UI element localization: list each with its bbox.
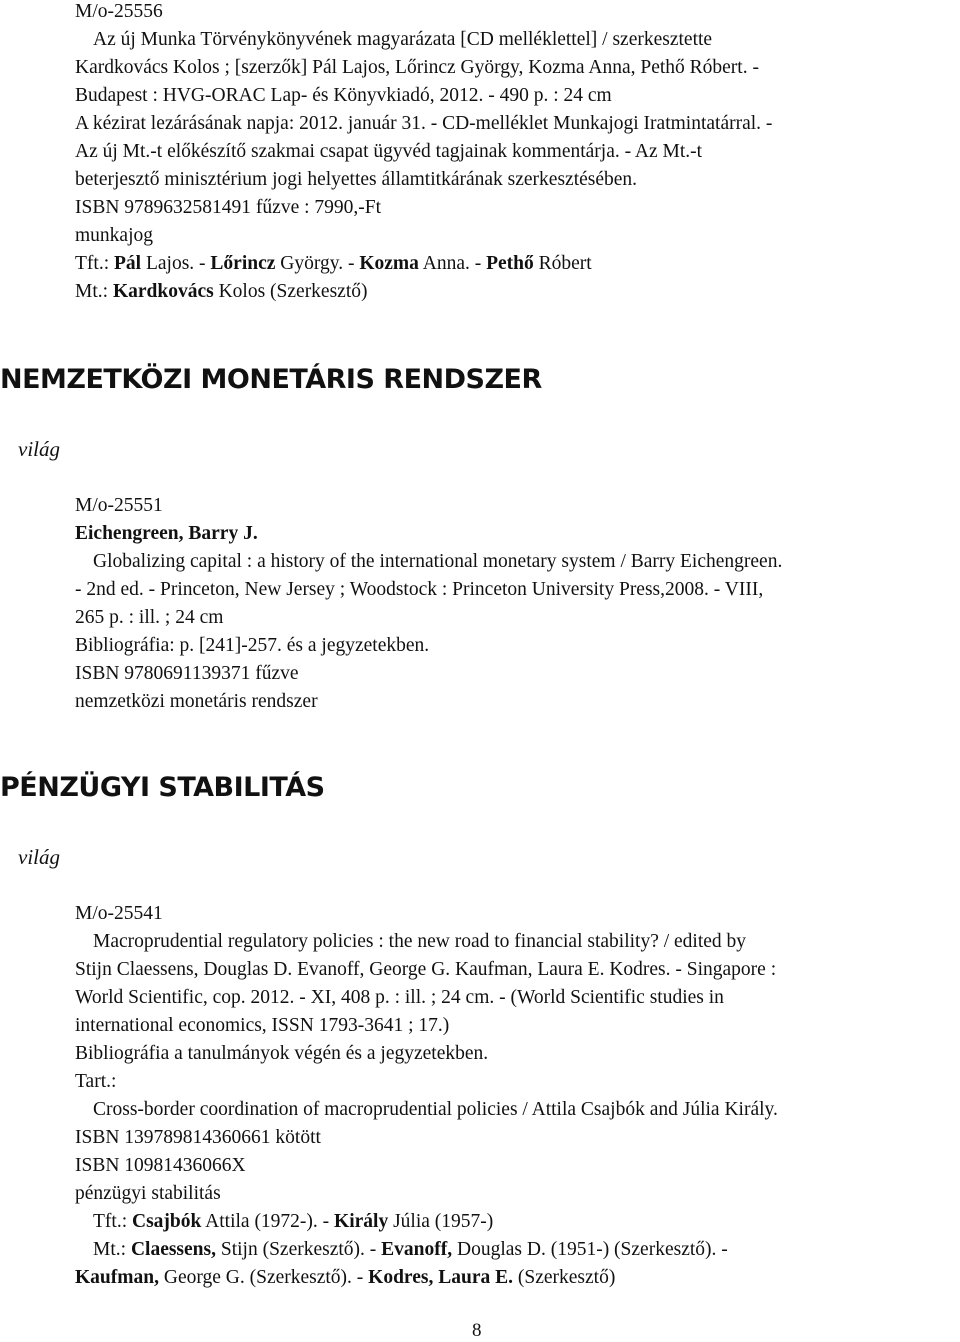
section-subheading: világ [18, 437, 60, 461]
record-id: M/o-25551 [75, 495, 163, 516]
author-surname: Pethő [486, 253, 534, 274]
author-surname: Pál [114, 253, 142, 274]
author-surname: Kozma [359, 253, 419, 274]
editor-surname: Claessens, [130, 1239, 216, 1260]
record-mt-line-continued [75, 1266, 615, 1290]
page-number: 8 [472, 1320, 482, 1341]
record-description-line: Az új Munka Törvénykönyvének magyarázata [CD melléklettel] / szerkesztette [93, 29, 713, 50]
record-contents-label: Tart.: [75, 1071, 117, 1092]
section-subheading: világ [18, 845, 60, 869]
editor-rest: Kolos (Szerkesztő) [213, 281, 368, 302]
editor-surname: Kardkovács [112, 281, 214, 302]
record-description-line: Budapest : HVG-ORAC Lap- és Könyvkiadó, 2012. - 490 p. : 24 cm [75, 85, 612, 106]
section-heading: NEMZETKÖZI MONETÁRIS RENDSZER [0, 364, 542, 395]
editor-rest: (Szerkesztő) [513, 1267, 616, 1288]
record-note: Bibliográfia: p. [241]-257. és a jegyzetekben. [75, 635, 430, 656]
record-id: M/o-25541 [75, 903, 163, 924]
editor-rest: George G. (Szerkesztő). - [158, 1267, 369, 1288]
author-rest: Lajos. - [141, 253, 211, 274]
record-mt-line [75, 280, 368, 304]
author-surname: Csajbók [132, 1211, 202, 1232]
record-description-line: international economics, ISSN 1793-3641 ; 17.) [75, 1015, 450, 1036]
tft-prefix: Tft.: [93, 1211, 128, 1232]
record-contents: Cross-border coordination of macroprudential policies / Attila Csajbók and Júlia Király. [93, 1099, 778, 1120]
record-description-line: Az új Mt.-t előkészítő szakmai csapat ügyvéd tagjainak kommentárja. - Az Mt.-t [75, 141, 703, 162]
record-description-line: Kardkovács Kolos ; [szerzők] Pál Lajos, Lőrincz György, Kozma Anna, Pethő Róbert. - [75, 57, 759, 78]
record-description-line: Globalizing capital : a history of the international monetary system / Barry Eichengreen. [93, 551, 783, 572]
record-description-line: - 2nd ed. - Princeton, New Jersey ; Woodstock : Princeton University Press,2008. - VIII, [75, 579, 764, 600]
record-author: Eichengreen, Barry J. [75, 523, 258, 544]
section-heading: PÉNZÜGYI STABILITÁS [0, 772, 325, 803]
record-description-line: Macroprudential regulatory policies : the new road to financial stability? / edited by [93, 931, 747, 952]
editor-surname: Kaufman, [75, 1267, 159, 1288]
editor-rest: Douglas D. (1951-) (Szerkesztő). - [452, 1239, 728, 1260]
editor-surname: Evanoff, [381, 1239, 453, 1260]
record-id: M/o-25556 [75, 1, 163, 22]
record-tft-line [75, 252, 592, 276]
author-rest: György. - [275, 253, 360, 274]
editor-rest: Stijn (Szerkesztő). - [215, 1239, 382, 1260]
record-isbn: ISBN 10981436066X [75, 1155, 246, 1176]
record-description-line: Stijn Claessens, Douglas D. Evanoff, George G. Kaufman, Laura E. Kodres. - Singapore : [75, 959, 777, 980]
author-surname: Lőrincz [210, 253, 276, 274]
record-description-line: A kézirat lezárásának napja: 2012. január 31. - CD-melléklet Munkajogi Iratmintatárral. - [75, 113, 773, 134]
author-rest: Júlia (1957-) [388, 1211, 494, 1232]
record-isbn: ISBN 9789632581491 fűzve : 7990,-Ft [75, 197, 382, 218]
author-rest: Attila (1972-). - [201, 1211, 335, 1232]
record-tft-line [93, 1210, 493, 1234]
author-rest: Róbert [533, 253, 592, 274]
record-subject: munkajog [75, 225, 153, 246]
editor-surname: Kodres, Laura E. [368, 1267, 513, 1288]
record-mt-line [93, 1238, 728, 1262]
record-description-line: 265 p. : ill. ; 24 cm [75, 607, 224, 628]
author-surname: Király [334, 1211, 389, 1232]
record-note: Bibliográfia a tanulmányok végén és a jegyzetekben. [75, 1043, 489, 1064]
record-isbn: ISBN 139789814360661 kötött [75, 1127, 321, 1148]
author-rest: Anna. - [418, 253, 487, 274]
record-description-line: beterjesztő minisztérium jogi helyettes államtitkárának szerkesztésében. [75, 169, 638, 190]
mt-prefix: Mt.: [93, 1239, 127, 1260]
record-subject: pénzügyi stabilitás [75, 1183, 221, 1204]
record-description-line: World Scientific, cop. 2012. - XI, 408 p. : ill. ; 24 cm. - (World Scientific studies in [75, 987, 724, 1008]
mt-prefix: Mt.: [75, 281, 109, 302]
record-subject: nemzetközi monetáris rendszer [75, 691, 318, 712]
record-isbn: ISBN 9780691139371 fűzve [75, 663, 299, 684]
tft-prefix: Tft.: [75, 253, 110, 274]
